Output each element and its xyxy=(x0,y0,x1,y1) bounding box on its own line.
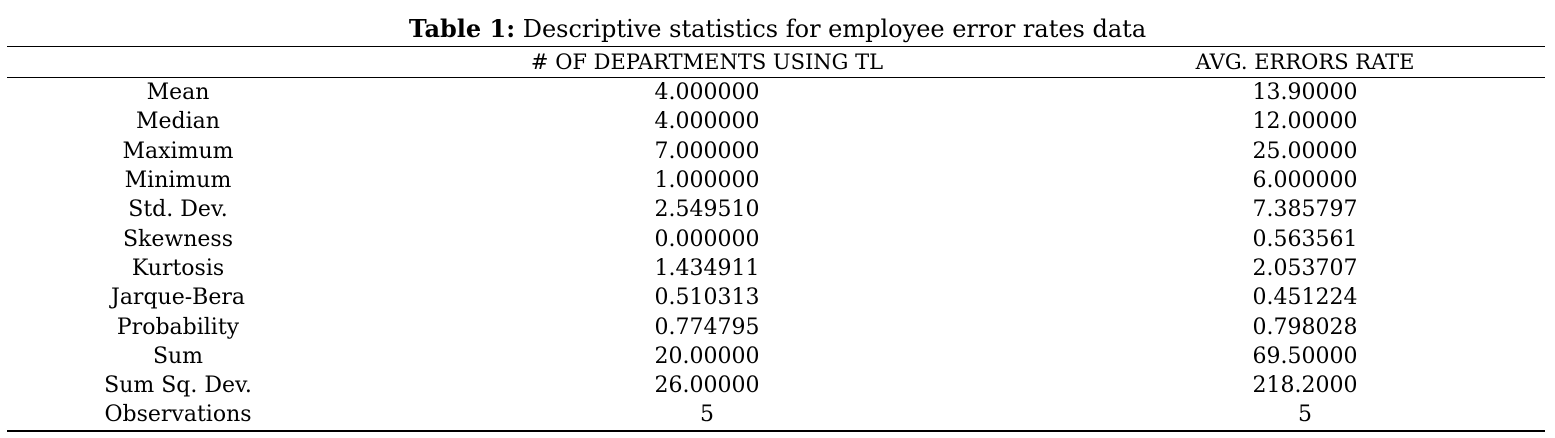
header-departments: # OF DEPARTMENTS USING TL xyxy=(530,49,884,74)
table-caption-text: Descriptive statistics for employee error rates data xyxy=(515,15,1147,43)
row-stat-label: Std. Dev. xyxy=(128,197,228,223)
table-header-row xyxy=(7,47,1545,78)
row-errors-value: 69.50000 xyxy=(1252,343,1358,369)
table-row xyxy=(7,283,1545,312)
table-row xyxy=(7,107,1545,136)
row-departments-value: 4.000000 xyxy=(654,80,760,106)
row-stat-label: Observations xyxy=(104,402,252,428)
row-stat-label: Skewness xyxy=(122,226,234,252)
table-row xyxy=(7,254,1545,283)
row-stat-label: Minimum xyxy=(124,168,232,194)
row-errors-value: 2.053707 xyxy=(1252,255,1358,281)
row-errors-value: 6.000000 xyxy=(1252,168,1358,194)
row-errors-value: 7.385797 xyxy=(1252,197,1358,223)
row-departments-value: 7.000000 xyxy=(654,138,760,164)
row-errors-value: 12.00000 xyxy=(1252,109,1358,135)
row-stat-label: Probability xyxy=(116,314,240,340)
row-departments-value: 26.00000 xyxy=(654,373,760,399)
header-errors: AVG. ERRORS RATE xyxy=(1195,49,1415,74)
row-stat-label: Maximum xyxy=(122,138,234,164)
row-departments-value: 20.00000 xyxy=(654,343,760,369)
row-departments-value: 1.000000 xyxy=(654,168,760,194)
row-stat-label: Kurtosis xyxy=(131,255,225,281)
row-departments-value: 1.434911 xyxy=(654,255,760,281)
row-departments-value: 0.774795 xyxy=(654,314,760,340)
row-departments-value: 2.549510 xyxy=(654,197,760,223)
row-departments-value: 0.510313 xyxy=(654,285,760,311)
row-errors-value: 0.451224 xyxy=(1252,285,1358,311)
row-errors-value: 5 xyxy=(1298,402,1312,428)
table-row xyxy=(7,195,1545,224)
row-errors-value: 25.00000 xyxy=(1252,138,1358,164)
row-errors-value: 13.90000 xyxy=(1252,80,1358,106)
table-row xyxy=(7,400,1545,429)
table-row xyxy=(7,137,1545,166)
row-departments-value: 0.000000 xyxy=(654,226,760,252)
row-errors-value: 0.563561 xyxy=(1252,226,1358,252)
table-caption xyxy=(0,14,1555,44)
table-caption-label: Table 1: xyxy=(408,14,516,43)
row-stat-label: Mean xyxy=(146,80,210,106)
table-row xyxy=(7,342,1545,371)
row-departments-value: 4.000000 xyxy=(654,109,760,135)
row-stat-label: Sum xyxy=(152,343,204,369)
row-departments-value: 5 xyxy=(700,402,714,428)
row-stat-label: Jarque-Bera xyxy=(111,285,245,311)
row-stat-label: Sum Sq. Dev. xyxy=(104,373,252,399)
row-stat-label: Median xyxy=(136,109,220,135)
table-row xyxy=(7,371,1545,400)
table-row xyxy=(7,78,1545,107)
descriptive-statistics-table xyxy=(7,46,1545,432)
row-errors-value: 0.798028 xyxy=(1252,314,1358,340)
table-row xyxy=(7,166,1545,195)
table-row xyxy=(7,224,1545,253)
table-row xyxy=(7,312,1545,341)
row-errors-value: 218.2000 xyxy=(1252,373,1358,399)
